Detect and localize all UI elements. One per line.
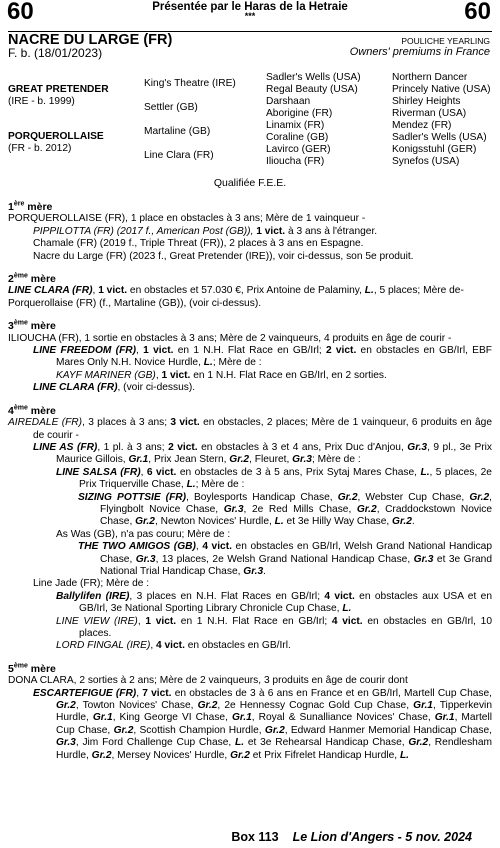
produce-entry: Porquerollaise (FR) (f., Martaline (GB)), (voir ci-dessus). [8,297,262,309]
dam-paragraph: DONA CLARA, 2 sorties à 2 ans; Mère de 2 vainqueurs, 3 produits en âge de courir dont [8,675,408,687]
produce-entry: PIPPILOTTA (FR) (2017 f., American Post (GB)), 1 vict. à 3 ans à l'étranger. [33,225,378,237]
produce-entry: As Was (GB), n'a pas couru; Mère de : [56,528,231,540]
pedigree-sire [8,84,109,108]
section-second-dam [8,273,492,310]
pedigree-gen3-4: Linamix (FR) [266,120,325,131]
dam-name: PORQUEROLLAISE [8,131,104,142]
lot-number-right: 60 [464,0,491,25]
dam-paragraph: PORQUEROLLAISE (FR), 1 place en obstacles à 3 ans; Mère de 1 vainqueur - [8,213,366,225]
pedigree-gen3-3: Aborigine (FR) [266,108,333,119]
pedigree-gen2-0: King's Theatre (IRE) [144,78,236,89]
pedigree-gen4-7: Synefos (USA) [392,156,460,167]
section-fourth-dam [8,405,492,653]
produce-entry: Line Jade (FR); Mère de : [33,578,150,590]
section-first-dam [8,201,492,263]
dam-paragraph: AIREDALE (FR), 3 places à 3 ans; 3 vict. en obstacles, 2 places; Mère de 1 vainqueur, 6 produits en âge de courir - [8,417,492,441]
produce-entry: Chamale (FR) (2019 f., Triple Threat (FR)), 2 places à 3 ans en Espagne. [33,238,364,250]
dam-paragraph: ILIOUCHA (FR), 1 sortie en obstacles à 3 ans; Mère de 2 vainqueurs, 4 produits en âge de courir - [8,332,452,344]
produce-entry: LINE AS (FR), 1 pl. à 3 ans; 2 vict. en obstacles à 3 et 4 ans, Prix Duc d'Anjou, Gr.3, 9 pl., 3e Prix Maurice Gillois, Gr.1, Prix Jean Stern, Gr.2, Fleuret, Gr.3; Mère de : [33,441,492,466]
pedigree-gen4-6: Konigsstuhl (GER) [392,144,477,155]
section-title: 5ème mère [8,662,56,675]
qualification-note: Qualifiée F.E.E. [213,177,287,189]
produce-entry: SIZING POTTSIE (FR), Boylesports Handicap Chase, Gr.2, Webster Cup Chase, Gr.2, Flyingbolt Novice Chase, Gr.3, 2e Red Mills Chase, Gr.2, Craddockstown Novice Chase, Gr.2, Newton Novices' Hurdle, L. et 3e Hilly Way Chase, Gr.2. [78,491,492,528]
section-fifth-dam [8,663,492,762]
event-name: Le Lion d'Angers - 5 nov. 2024 [292,830,472,844]
pedigree-gen4-5: Sadler's Wells (USA) [392,132,487,143]
pedigree-gen3-0: Sadler's Wells (USA) [266,72,361,83]
presenter-line: Présentée par le Haras de la Hetraie [152,1,348,13]
produce-entry: LINE VIEW (IRE), 1 vict. en 1 N.H. Flat Race en GB/Irl; 4 vict. en obstacles en GB/Irl, 10 places. [56,615,492,639]
dam-detail: (FR - b. 2012) [8,143,72,154]
pedigree-gen4-0: Northern Dancer [392,72,468,83]
produce-entry: ESCARTEFIGUE (FR), 7 vict. en obstacles de 3 à 6 ans en France et en GB/Irl, Martell Cup Chase, Gr.2, Towton Novices' Chase, Gr.2, 2e Hennessy Cognac Gold Cup Chase, Gr.1, Tipperkevin Hurdle, Gr.1, King George VI Chase, Gr.1, Royal & Sunalliance Novices' Chase, Gr.1, Martell Cup Chase, Gr.2, Scottish Champion Hurdle, Gr.2, Edward Hanmer Memorial Handicap Chase, Gr.3, Jim Ford Challenge Cup Chase, L. et 3e Rehearsal Handicap Chase, Gr.2, Rendlesham Hurdle, Gr.2, Mersey Novices' Hurdle, Gr.2 et Prix Fifrelet Handicap Hurdle, L. [33,687,493,761]
section-title: 1ère mère [8,200,53,213]
produce-entry: Nacre du Large (FR) (2023 f., Great Pretender (IRE)), voir ci-dessus, son 5e produit. [33,250,414,262]
section-title: 4ème mère [8,404,56,417]
pedigree-gen3-5: Coraline (GB) [266,132,329,143]
pedigree-dam [8,131,104,155]
horse-category: POULICHE YEARLING [401,36,490,46]
stars-mark: *** [244,11,256,21]
pedigree-gen3-2: Darshaan [266,96,311,107]
produce-entry: LINE FREEDOM (FR), 1 vict. en 1 N.H. Flat Race en GB/Irl; 2 vict. en obstacles en GB/Irl, EBF Mares Only N.H. Novice Hurdle, L.; Mère de : [33,345,492,369]
sire-name: GREAT PRETENDER [8,84,109,95]
lot-number-left: 60 [7,0,34,25]
pedigree-gen2-1: Settler (GB) [144,102,198,113]
pedigree-gen2-3: Line Clara (FR) [144,150,214,161]
owners-premiums: Owners' premiums in France [349,46,490,58]
section-title: 2ème mère [8,272,56,286]
produce-entry: LINE CLARA (FR), (voir ci-dessus). [33,382,196,394]
family-body [8,201,492,772]
produce-entry: THE TWO AMIGOS (GB), 4 vict. en obstacles en GB/Irl, Welsh Grand National Handicap Chase, Gr.3, 13 places, 2e Welsh Grand National Handicap Chase, Gr.3 et 3e Grand National Trial Handicap Chase, Gr.3. [78,541,492,577]
pedigree-gen4-2: Shirley Heights [392,96,461,107]
horse-name: NACRE DU LARGE (FR) [8,32,173,48]
produce-entry: KAYF MARINER (GB), 1 vict. en 1 N.H. Flat Race en GB/Irl, en 2 sorties. [56,369,387,381]
pedigree-gen2-2: Martaline (GB) [144,126,211,137]
pedigree-gen4-4: Mendez (FR) [392,120,452,131]
pedigree-gen3-7: Ilioucha (FR) [266,156,325,167]
produce-entry: LORD FINGAL (IRE), 4 vict. en obstacles en GB/Irl. [56,640,291,652]
box-number: Box 113 [231,830,279,844]
dam-paragraph: LINE CLARA (FR), 1 vict. en obstacles et 57.030 €, Prix Antoine de Palaminy, L., 5 places; Mère de- [8,285,464,297]
pedigree-gen3-6: Lavirco (GER) [266,144,331,155]
pedigree-gen4-1: Princely Native (USA) [392,84,491,95]
produce-entry: LINE SALSA (FR), 6 vict. en obstacles de 3 à 5 ans, Prix Sytaj Mares Chase, L., 5 places, 2e Prix Triquerville Chase, L.; Mère de : [56,466,492,491]
horse-detail: F. b. (18/01/2023) [8,46,103,60]
section-title: 3ème mère [8,319,56,333]
section-third-dam [8,320,492,394]
pedigree-gen3-1: Regal Beauty (USA) [266,84,358,95]
sire-detail: (IRE - b. 1999) [8,96,75,107]
produce-entry: Ballylifen (IRE), 3 places en N.H. Flat Races en GB/Irl; 4 vict. en obstacles aux USA et en GB/Irl, 3e National Sporting Library Chronicle Cup Chase, L. [56,590,492,615]
page-footer [231,830,472,844]
pedigree-gen4-3: Riverman (USA) [392,108,467,119]
